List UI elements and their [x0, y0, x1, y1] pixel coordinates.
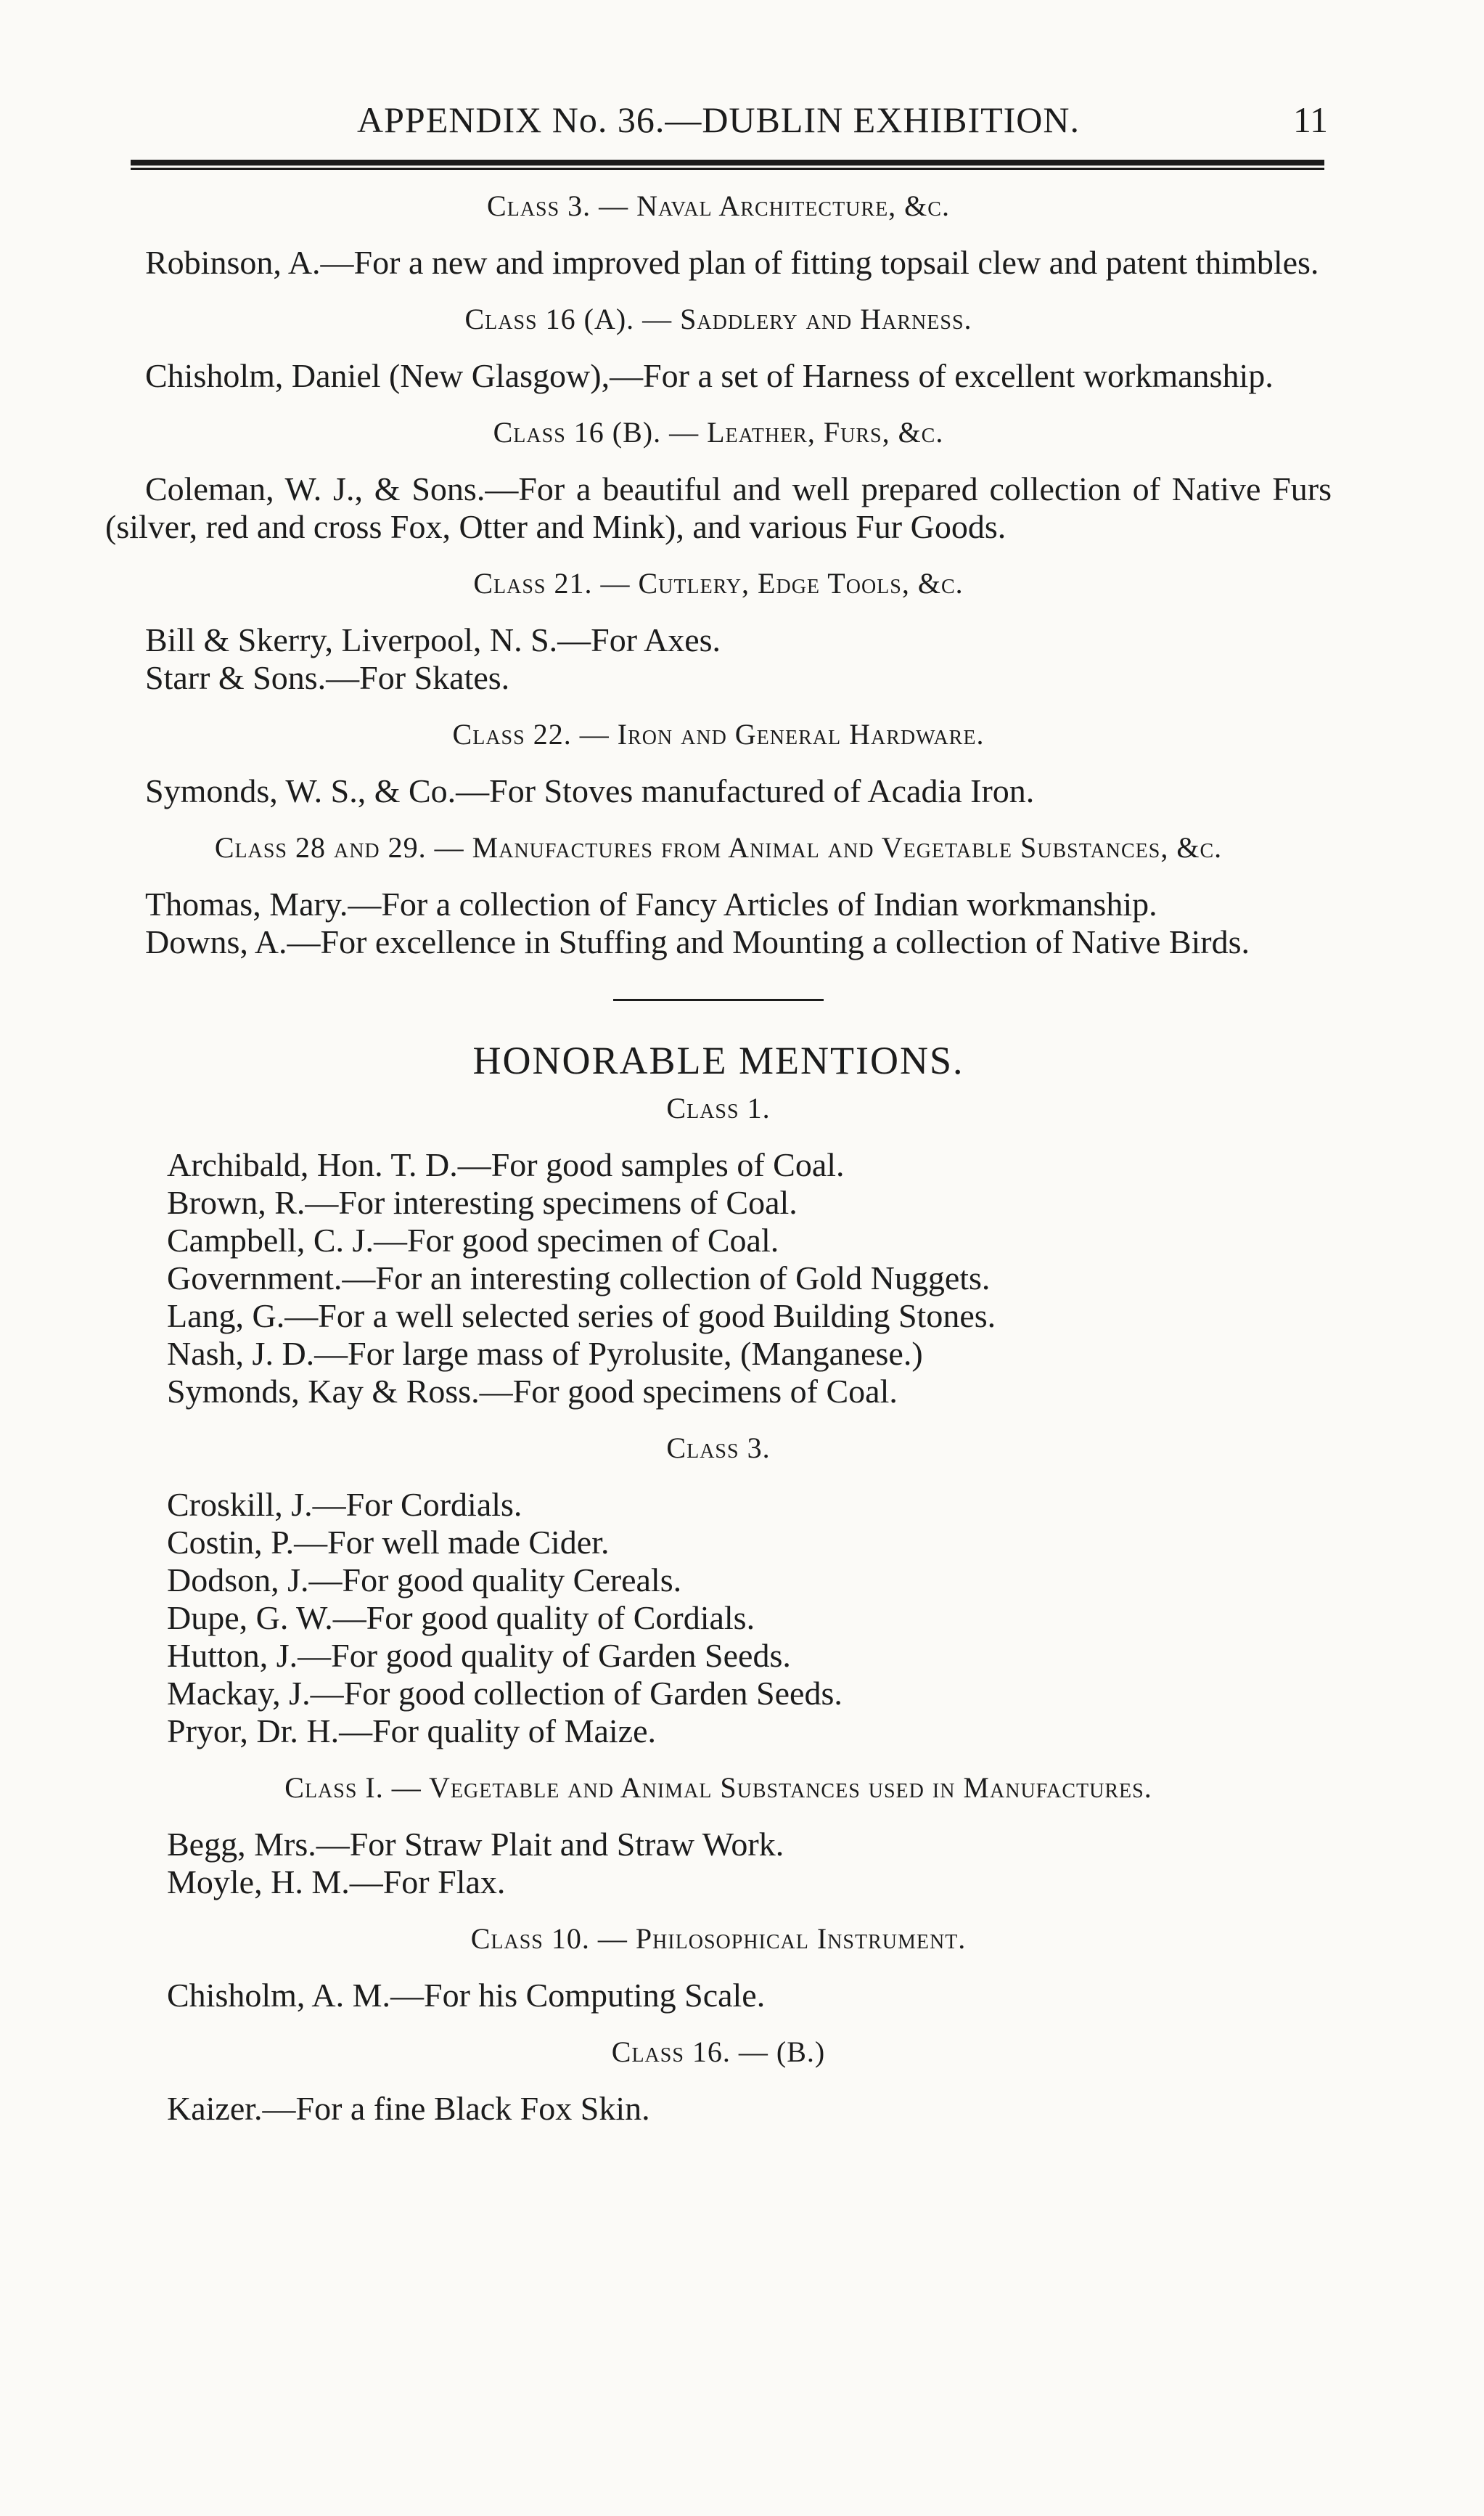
- running-title: APPENDIX No. 36.—DUBLIN EXHIBITION.: [356, 99, 1081, 140]
- mention-entry: Mackay, J.—For good collection of Garden Seeds.: [167, 1675, 843, 1712]
- mention-entry: Hutton, J.—For good quality of Garden Seeds.: [167, 1637, 791, 1674]
- mention-entry: Chisholm, A. M.—For his Computing Scale.: [167, 1977, 766, 2014]
- mention-entry: Moyle, H. M.—For Flax.: [167, 1863, 506, 1900]
- page-number: 11: [1292, 99, 1328, 140]
- section-divider: [613, 999, 824, 1001]
- header-rule: [131, 160, 1324, 170]
- mention-entry: Government.—For an interesting collection of Gold Nuggets.: [167, 1259, 991, 1296]
- class-heading: Class 10. — Philosophical Instrument.: [470, 1922, 967, 1955]
- class-heading: Class 22. — Iron and General Hardware.: [452, 718, 985, 751]
- class-heading: Class 16 (A). — Saddlery and Harness.: [464, 303, 972, 335]
- award-entry: Chisholm, Daniel (New Glasgow),—For a set of Harness of excellent workmanship.: [145, 357, 1274, 394]
- award-section: [105, 187, 1332, 282]
- class-heading: Class 3.: [666, 1431, 771, 1464]
- mention-section: [105, 2033, 1332, 2128]
- class-heading: Class 1.: [666, 1092, 771, 1124]
- mention-entry: Dodson, J.—For good quality Cereals.: [167, 1561, 682, 1598]
- award-entry: Thomas, Mary.—For a collection of Fancy Articles of Indian workmanship.: [145, 886, 1157, 923]
- mention-entry: Symonds, Kay & Ross.—For good specimens of Coal.: [167, 1373, 898, 1410]
- mention-entry: Pryor, Dr. H.—For quality of Maize.: [167, 1712, 657, 1749]
- honorable-mentions-title: HONORABLE MENTIONS.: [472, 1039, 964, 1082]
- mention-entry: Archibald, Hon. T. D.—For good samples of Coal.: [167, 1146, 845, 1183]
- mention-entry: Kaizer.—For a fine Black Fox Skin.: [167, 2090, 650, 2127]
- class-heading: Class 16. — (B.): [611, 2035, 826, 2068]
- mention-section: [105, 1920, 1332, 2014]
- class-heading: Class I. — Vegetable and Animal Substances used in Manufactures.: [284, 1771, 1152, 1804]
- award-section: [105, 565, 1332, 697]
- mention-section: [105, 1429, 1332, 1750]
- class-heading: Class 21. — Cutlery, Edge Tools, &c.: [473, 567, 964, 600]
- award-section: [105, 301, 1332, 395]
- mention-section: [105, 1090, 1332, 1410]
- mention-entry: Begg, Mrs.—For Straw Plait and Straw Work.: [167, 1826, 784, 1863]
- award-section: [105, 829, 1332, 961]
- award-entry: Robinson, A.—For a new and improved plan of fitting topsail clew and patent thimbles.: [145, 244, 1319, 281]
- award-section: [105, 414, 1332, 546]
- award-entry: Symonds, W. S., & Co.—For Stoves manufactured of Acadia Iron.: [145, 772, 1035, 809]
- award-entry: Starr & Sons.—For Skates.: [145, 659, 510, 696]
- mention-entry: Campbell, C. J.—For good specimen of Coal.: [167, 1222, 779, 1259]
- award-entry: Coleman, W. J., & Sons.—For a beautiful and well prepared collection of Native Furs (silver, red and cross Fox, Otter and Mink), and various Fur Goods.: [105, 470, 1332, 545]
- class-heading: Class 16 (B). — Leather, Furs, &c.: [493, 416, 944, 449]
- class-heading: Class 3. — Naval Architecture, &c.: [487, 189, 950, 222]
- award-section: [105, 716, 1332, 810]
- mention-entry: Lang, G.—For a well selected series of good Building Stones.: [167, 1297, 996, 1334]
- page-header: [109, 94, 1328, 152]
- mention-entry: Costin, P.—For well made Cider.: [167, 1524, 610, 1561]
- mention-entry: Croskill, J.—For Cordials.: [167, 1486, 522, 1523]
- mention-section: [105, 1769, 1332, 1901]
- class-heading: Class 28 and 29. — Manufactures from Animal and Vegetable Substances, &c.: [214, 831, 1223, 864]
- award-entry: Bill & Skerry, Liverpool, N. S.—For Axes.: [145, 621, 721, 658]
- mention-entry: Brown, R.—For interesting specimens of Coal.: [167, 1184, 798, 1221]
- page-content: [105, 187, 1332, 2128]
- award-entry: Downs, A.—For excellence in Stuffing and Mounting a collection of Native Birds.: [145, 923, 1250, 960]
- mention-entry: Dupe, G. W.—For good quality of Cordials.: [167, 1599, 755, 1636]
- mention-entry: Nash, J. D.—For large mass of Pyrolusite, (Manganese.): [167, 1335, 923, 1372]
